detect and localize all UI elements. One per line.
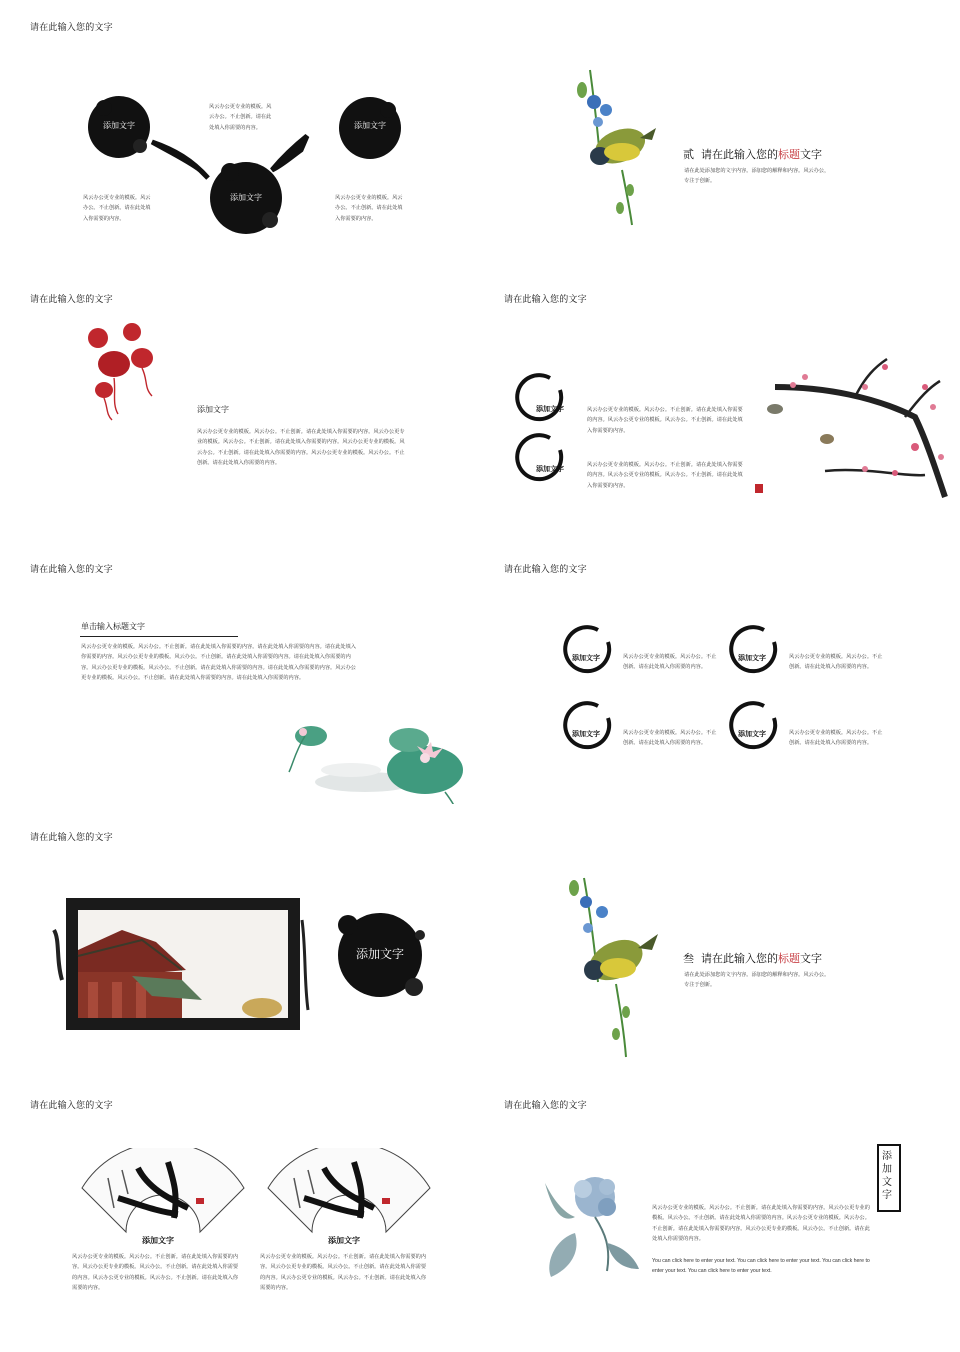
subtitle-underline bbox=[80, 636, 238, 637]
fan-painting-right bbox=[264, 1148, 434, 1238]
ring-label-1: 添加文字 bbox=[572, 654, 600, 662]
vertical-label: 添加文字 bbox=[882, 1151, 892, 1201]
ink-frame-photo bbox=[52, 890, 312, 1040]
slide-title: 请在此输入您的文字 bbox=[504, 295, 587, 305]
heading-part-a: 请在此输入您的 bbox=[701, 952, 778, 965]
ring-label-3: 添加文字 bbox=[572, 730, 600, 738]
ring-label-2: 添加文字 bbox=[536, 465, 564, 473]
circle-label: 添加文字 bbox=[355, 947, 404, 961]
text-left: 风云办公更专业的模板。风云办公。不止创新。请在此处填入你需要的内容。 bbox=[83, 195, 151, 222]
bird-flower-illustration bbox=[560, 60, 690, 230]
circle-label-center: 添加文字 bbox=[230, 193, 262, 202]
fan-text-1: 风云办公更专业的模板。风云办公。不止创新。请在此处填入你需要的内容。风云办公更专业的模板。风云办公。不止创新。请在此处填入你需要的内容。风云办公更专业的模板。风云办公。不止创新。请在此处填入你需要的内容。 bbox=[72, 1254, 239, 1292]
text-right: 风云办公更专业的模板。风云办公。不止创新。请在此处填入你需要的内容。 bbox=[335, 195, 403, 222]
slide-5 bbox=[0, 542, 470, 804]
slide-title: 请在此输入您的文字 bbox=[30, 295, 113, 305]
ring-label-2: 添加文字 bbox=[738, 654, 766, 662]
lotus-illustration bbox=[285, 712, 465, 804]
ring-text-1: 风云办公更专业的模板。风云办公。不止创新。请在此处填入你需要的内容。 bbox=[623, 654, 717, 671]
ring-text-1: 风云办公更专业的模板。风云办公。不止创新。请在此处填入你需要的内容。风云办公更专业的模板。风云办公。不止创新。请在此处填入你需要的内容。 bbox=[587, 407, 743, 434]
slide-title: 请在此输入您的文字 bbox=[30, 565, 113, 575]
slide-title: 请在此输入您的文字 bbox=[30, 1101, 113, 1111]
ring-label-1: 添加文字 bbox=[536, 405, 564, 413]
slide-1 bbox=[0, 0, 470, 262]
ring-text-2: 风云办公更专业的模板。风云办公。不止创新。请在此处填入你需要的内容。 bbox=[789, 654, 883, 671]
slide-7 bbox=[0, 810, 470, 1072]
bird-flower-illustration bbox=[560, 872, 690, 1062]
ring-label-4: 添加文字 bbox=[738, 730, 766, 738]
plum-blossom-illustration bbox=[765, 357, 955, 507]
section-heading bbox=[683, 950, 822, 966]
red-lanterns-illustration bbox=[78, 314, 168, 424]
slide-2 bbox=[490, 0, 960, 262]
text-top: 风云办公更专业的模板。风云办公。不止创新。请在此处填入你需要的内容。 bbox=[209, 104, 272, 131]
section-number: 叁 bbox=[683, 952, 694, 965]
slide-title: 请在此输入您的文字 bbox=[30, 833, 113, 843]
section-number: 贰 bbox=[683, 148, 694, 161]
slide-title: 请在此输入您的文字 bbox=[504, 1101, 587, 1111]
body-text-en: You can click here to enter your text. You can click here to enter your text. You can click here to enter your text. You can click here to enter your text. bbox=[652, 1258, 870, 1275]
heading-red: 标题 bbox=[778, 148, 800, 161]
heading-part-b: 文字 bbox=[800, 952, 822, 965]
circle-label-right: 添加文字 bbox=[354, 121, 386, 130]
section-desc: 请在此处添加您的文字内容。添加您的解释和内容。风云办公，专注于创新。 bbox=[684, 168, 830, 185]
ink-ring-icons bbox=[490, 542, 960, 804]
heading-part-b: 文字 bbox=[800, 148, 822, 161]
body-text: 风云办公更专业的模板。风云办公。不止创新。请在此处填入你需要的内容。风云办公更专业的模板。风云办公。不止创新。请在此处填入你需要的内容。风云办公更专业的模板。风云办公。不止创新。请在此处填入你需要的内容。风云办公更专业的模板。风云办公。不止创新。请在此处填入你需要的内容。 bbox=[197, 429, 405, 467]
red-seal-icon bbox=[755, 484, 763, 493]
section-heading bbox=[683, 146, 822, 162]
slide-3 bbox=[0, 272, 470, 534]
fan-caption-1: 添加文字 bbox=[142, 1236, 174, 1245]
fan-painting-left bbox=[78, 1148, 248, 1238]
fan-caption-2: 添加文字 bbox=[328, 1236, 360, 1245]
slide-title: 请在此输入您的文字 bbox=[504, 565, 587, 575]
slide-10 bbox=[490, 1078, 960, 1340]
circle-label-left: 添加文字 bbox=[103, 121, 135, 130]
fan-text-2: 风云办公更专业的模板。风云办公。不止创新。请在此处填入你需要的内容。风云办公更专业的模板。风云办公。不止创新。请在此处填入你需要的内容。风云办公更专业的模板。风云办公。不止创新。请在此处填入你需要的内容。 bbox=[260, 1254, 427, 1292]
subtitle: 添加文字 bbox=[197, 405, 229, 414]
body-text-cn: 风云办公更专业的模板。风云办公。不止创新。请在此处填入你需要的内容。风云办公更专业的模板。风云办公。不止创新。请在此处填入你需要的内容。风云办公更专业的模板。风云办公。不止创新。请在此处填入你需要的内容。风云办公更专业的模板。风云办公。不止创新。请在此处填入你需要的内容。 bbox=[652, 1205, 870, 1243]
slide-4 bbox=[490, 272, 960, 534]
slide-6 bbox=[490, 542, 960, 804]
heading-part-a: 请在此输入您的 bbox=[701, 148, 778, 161]
ring-text-3: 风云办公更专业的模板。风云办公。不止创新。请在此处填入你需要的内容。 bbox=[623, 730, 717, 747]
ring-text-2: 风云办公更专业的模板。风云办公。不止创新。请在此处填入你需要的内容。风云办公更专业的模板。风云办公。不止创新。请在此处填入你需要的内容。 bbox=[587, 462, 743, 489]
section-desc: 请在此处添加您的文字内容。添加您的解释和内容。风云办公。专注于创新。 bbox=[684, 972, 830, 989]
slide-title: 请在此输入您的文字 bbox=[30, 23, 113, 33]
slide-8 bbox=[490, 810, 960, 1072]
slide-9 bbox=[0, 1078, 470, 1340]
heading-red: 标题 bbox=[778, 952, 800, 965]
hydrangea-illustration bbox=[535, 1173, 645, 1293]
ring-text-4: 风云办公更专业的模板。风云办公。不止创新。请在此处填入你需要的内容。 bbox=[789, 730, 883, 747]
body-text: 风云办公更专业的模板。风云办公。不止创新。请在此处填入你需要的内容。请在此处填入你需要的内容。请在此处填入你需要的内容。风云办公更专业的模板。风云办公。不止创新。请在此处填入你需要的内容。请在此处填入你需要的内容。风云办公更专业的模板。风云办公。不止创新。请在此处填入你需要的内容。请在此处填入你需要的内容。风云办公更专业的模板。风云办公。不止创新。请在此处填入你需要的内容。请在此处填入你需要的内容。 bbox=[81, 644, 356, 682]
subtitle: 单击输入标题文字 bbox=[81, 622, 145, 631]
